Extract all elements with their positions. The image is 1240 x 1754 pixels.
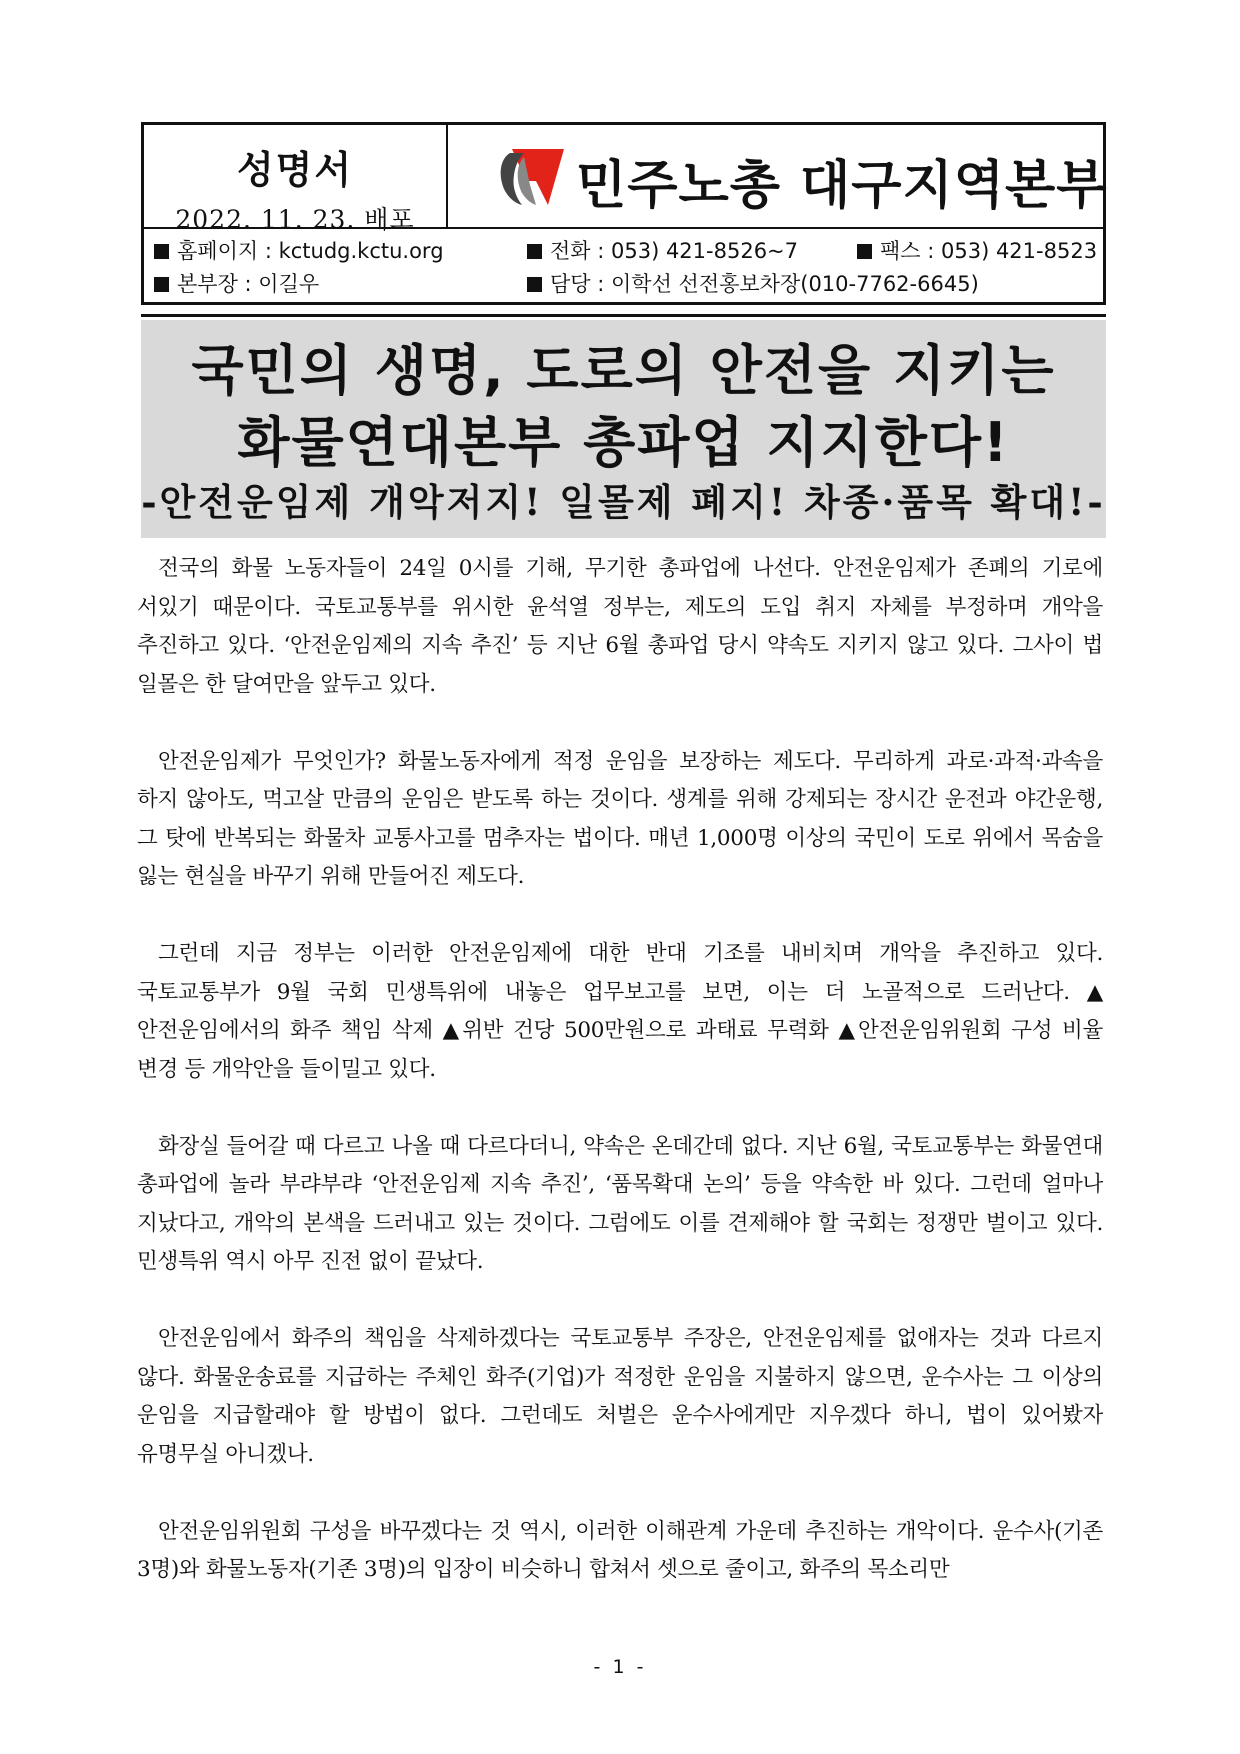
doc-type-cell [144,125,448,234]
title-block [141,320,1106,538]
paragraph: 전국의 화물 노동자들이 24일 0시를 기해, 무기한 총파업에 나선다. 안전운임제가 존폐의 기로에 서있기 때문이다. 국토교통부를 위시한 윤석열 정부는, 제도의 도입 취지 자체를 부정하며 개악을 추진하고 있다. ‘안전운임제의 지속 추진’ 등 지난 6월 총파업 당시 약속도 지키지 않고 있다. 그사이 법 일몰은 한 달여만을 앞두고 있다. [137,556,1103,697]
paragraph: 안전운임제가 무엇인가? 화물노동자에게 적정 운임을 보장하는 제도다. 무리하게 과로·과적·과속을 하지 않아도, 먹고살 만큼의 운임은 받도록 하는 것이다. 생계를 위해 강제되는 장시간 운전과 야간운행, 그 탓에 반복되는 화물차 교통사고를 멈추자는 법이다. 매년 1,000명 이상의 국민이 도로 위에서 목숨을 잃는 현실을 바꾸기 위해 만들어진 제도다. [137,748,1103,889]
square-bullet-icon [154,244,169,259]
paragraph: 안전운임에서 화주의 책임을 삭제하겠다는 국토교통부 주장은, 안전운임제를 없애자는 것과 다르지 않다. 화물운송료를 지급하는 주체인 화주(기업)가 적정한 운임을 지불하지 않으면, 운수사는 그 이상의 운임을 지급할래야 할 방법이 없다. 그런데도 처벌은 운수사에게만 지우겠다 하니, 법이 있어봤자 유명무실 아니겠나. [137,1326,1103,1467]
contact-fax-text: 팩스 : 053) 421-8523 [880,239,1098,263]
doc-type: 성명서 [236,148,354,192]
org-name: 민주노총 대구지역본부 [576,156,1108,216]
title-top-rule [141,314,1106,317]
square-bullet-icon [527,244,542,259]
paragraph: 안전운임위원회 구성을 바꾸겠다는 것 역시, 이러한 이해관계 가운데 추진하는 개악이다. 운수사(기존 3명)와 화물노동자(기존 3명)의 입장이 비슷하니 합쳐서 셋으로 줄이고, 화주의 목소리만 [137,1518,1103,1582]
subtitle: -안전운임제 개악저지! 일몰제 폐지! 차종·품목 확대!- [141,480,1106,524]
paragraph: 그런데 지금 정부는 이러한 안전운임제에 대한 반대 기조를 내비치며 개악을 추진하고 있다. 국토교통부가 9월 국회 민생특위에 내놓은 업무보고를 보면, 이는 더 노골적으로 드러난다. ▲안전운임에서의 화주 책임 삭제 ▲위반 건당 500만원으로 과태료 무력화 ▲안전운임위원회 구성 비율 변경 등 개악안을 들이밀고 있다. [137,941,1103,1082]
contact-manager [527,268,979,298]
square-bullet-icon [527,277,542,292]
contact-phone [527,235,798,265]
square-bullet-icon [857,244,872,259]
contact-homepage-text: 홈페이지 : kctudg.kctu.org [177,239,444,263]
kctu-logo-icon [496,145,566,209]
contact-homepage [154,235,444,265]
title-line-2: 화물연대본부 총파업 지지한다! [237,411,1010,474]
letterhead-top-row [144,125,1108,234]
contact-head-text: 본부장 : 이길우 [177,272,320,296]
contact-manager-text: 담당 : 이학선 선전홍보차장(010-7762-6645) [550,272,979,296]
contact-phone-text: 전화 : 053) 421-8526~7 [550,239,799,263]
title-line-1: 국민의 생명, 도로의 안전을 지키는 [191,339,1056,402]
distribution-date: 2022. 11. 23. 배포 [175,205,415,234]
contact-fax [857,235,1097,265]
paragraph: 화장실 들어갈 때 다르고 나올 때 다르다더니, 약속은 온데간데 없다. 지난 6월, 국토교통부는 화물연대 총파업에 놀라 부랴부랴 ‘안전운임제 지속 추진’, ‘품목확대 논의’ 등을 약속한 바 있다. 그런데 얼마나 지났다고, 개악의 본색을 드러내고 있는 것이다. 그럼에도 이를 견제해야 할 국회는 정쟁만 벌이고 있다. 민생특위 역시 아무 진전 없이 끝났다. [137,1133,1103,1274]
page-number: - 1 - [593,1656,647,1678]
contact-head [154,268,319,298]
letterhead [141,122,1106,305]
org-cell [448,125,1108,229]
square-bullet-icon [154,277,169,292]
statement-body [137,550,1103,1628]
